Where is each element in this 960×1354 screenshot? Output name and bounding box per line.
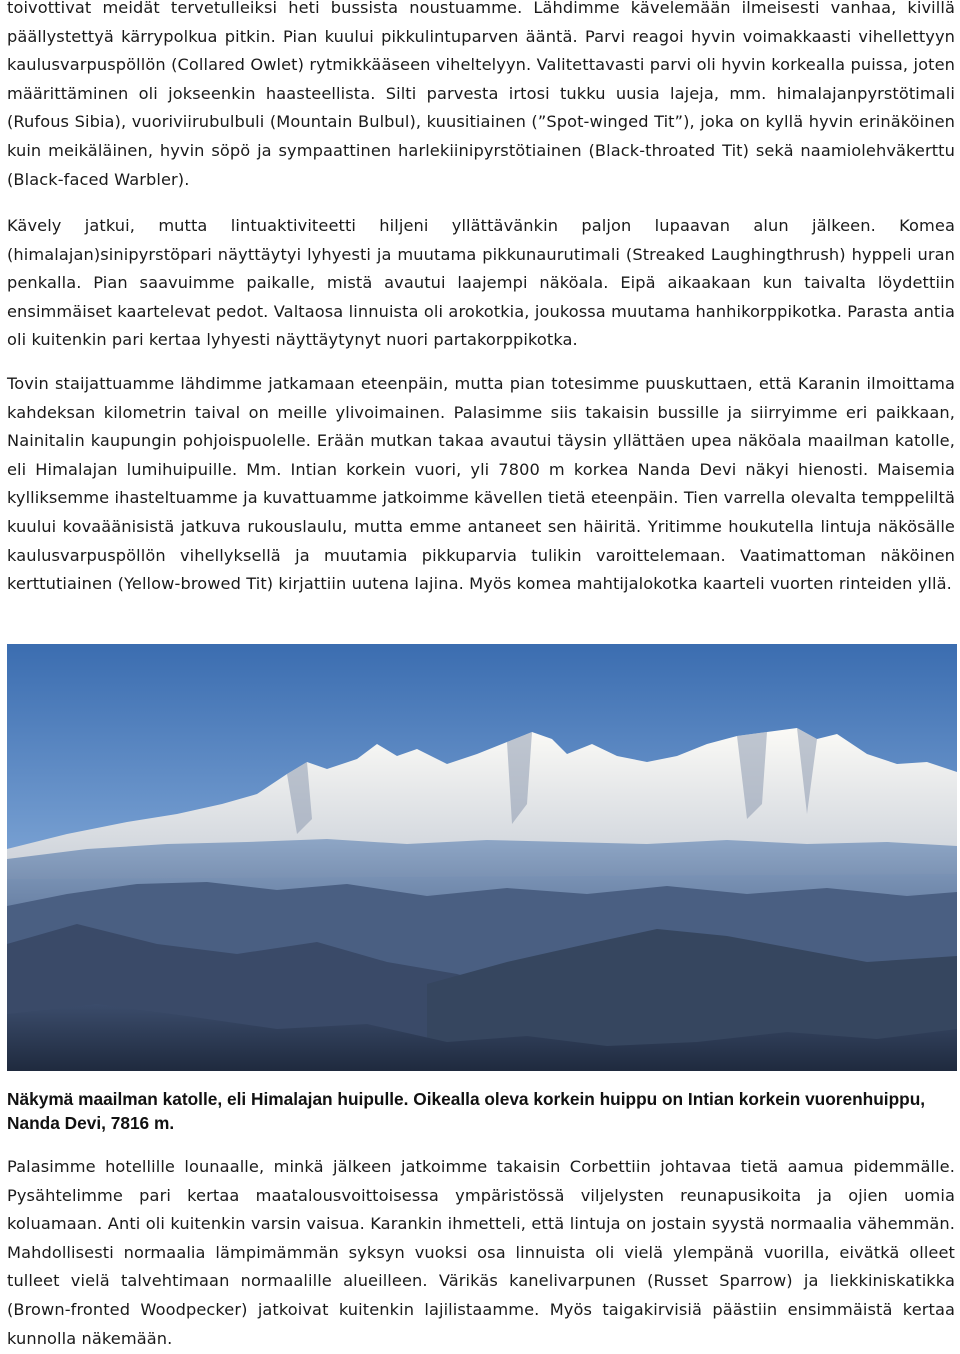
paragraph-4: Palasimme hotellille lounaalle, minkä jälkeen jatkoimme takaisin Corbettiin johtavaa tietä aamua pidemmälle. Pysähtelimme pari kertaa maatalousvoittoisessa ympäristössä viljelysten reunapusikoita ja ojien uomia koluamaan. Anti oli kuitenkin varsin vaisua. Karankin ihmetteli, että lintuja on jostain syystä normaalia vähemmän. Mahdollisesti normaalia lämpimämmän syksyn vuoksi osa linnuista oli vielä ylempänä vuorilla, eivätkä olleet tulleet vielä talvehtimaan normaalille alueilleen. Värikäs kanelivarpunen (Russet Sparrow) ja liekkiniskatikka (Brown-fronted Woodpecker) jatkoivat kuitenkin lajilistaamme. Myös taigakirvisiä päästiin ensimmäistä kertaa kunnolla näkemään. <box>7 1157 955 1348</box>
paragraph-1: toivottivat meidät tervetulleiksi heti bussista noustuamme. Lähdimme kävelemään ilmeisesti vanhaa, kivillä päällystettyä kärrypolkua pitkin. Pian kuului pikkulintuparven ääntä. Parvi reagoi hyvin voimakkaasti vihellettyyn kaulusvarpuspöllön (Collared Owlet) rytmikkääseen viheltelyyn. Valitettavasti parvi oli hyvin korkealla puissa, joten määrittäminen oli jokseenkin haasteellista. Silti parvesta irtosi tukku uusia lajeja, mm. himalajanpyrstötimali (Rufous Sibia), vuoriviirubulbuli (Mountain Bulbul), kuusitiainen (”Spot-winged Tit”), joka on kyllä hyvin erinäköinen kuin meikäläinen, hyvin söpö ja sympaattinen harlekiinipyrstötiainen (Black-throated Tit) sekä naamiolehväkerttu (Black-faced Warbler). <box>7 0 955 189</box>
photo-caption: Näkymä maailman katolle, eli Himalajan huipulle. Oikealla oleva korkein huippu on Intian korkein vuorenhuippu, Nanda Devi, 7816 m. <box>7 1089 926 1133</box>
paragraph-3: Tovin staijattuamme lähdimme jatkamaan eteenpäin, mutta pian totesimme puuskuttaen, että Karanin ilmoittama kahdeksan kilometrin taival on meille ylivoimainen. Palasimme siis takaisin bussille ja siirryimme eri paikkaan, Nainitalin kaupungin pohjoispuolelle. Erään mutkan takaa avautui täysin yllättäen upea näköala maailman katolle, eli Himalajan lumihuipuille. Mm. Intian korkein vuori, yli 7800 m korkea Nanda Devi näkyi hienosti. Maisemia kylliksemme ihasteltuamme ja kuvattuamme jatkoimme kävellen tietä eteenpäin. Tien varrella olevalta temppeliltä kuului kovaäänisistä jatkuva rukouslaulu, mutta emme antaneet sen häiritä. Yritimme houkutella lintuja näkösälle kaulusvarpuspöllön vihellyksellä ja muutamia pikkuparvia tulikin varoittelemaan. Vaatimattoman näköinen kerttutiainen (Yellow-browed Tit) kirjattiin uutena lajina. Myös komea mahtijalokotka kaarteli vuorten rinteiden yllä. <box>7 374 955 594</box>
himalaya-photo <box>7 644 957 1071</box>
paragraph-2: Kävely jatkui, mutta lintuaktiviteetti hiljeni yllättävänkin paljon lupaavan alun jälkeen. Komea (himalajan)sinipyrstöpari näyttäytyi lyhyesti ja muutama pikkunaurutimali (Streaked Laughingthrush) hyppeli uran penkalla. Pian saavuimme paikalle, mistä avautui laajempi näköala. Eipä aikaakaan kun taivalta löydettiin ensimmäiset kaartelevat pedot. Valtaosa linnuista oli arokotkia, joukossa muutama hanhikorppikotka. Parasta antia oli kuitenkin pari kertaa lyhyesti näyttäytynyt nuori partakorppikotka. <box>7 216 955 350</box>
